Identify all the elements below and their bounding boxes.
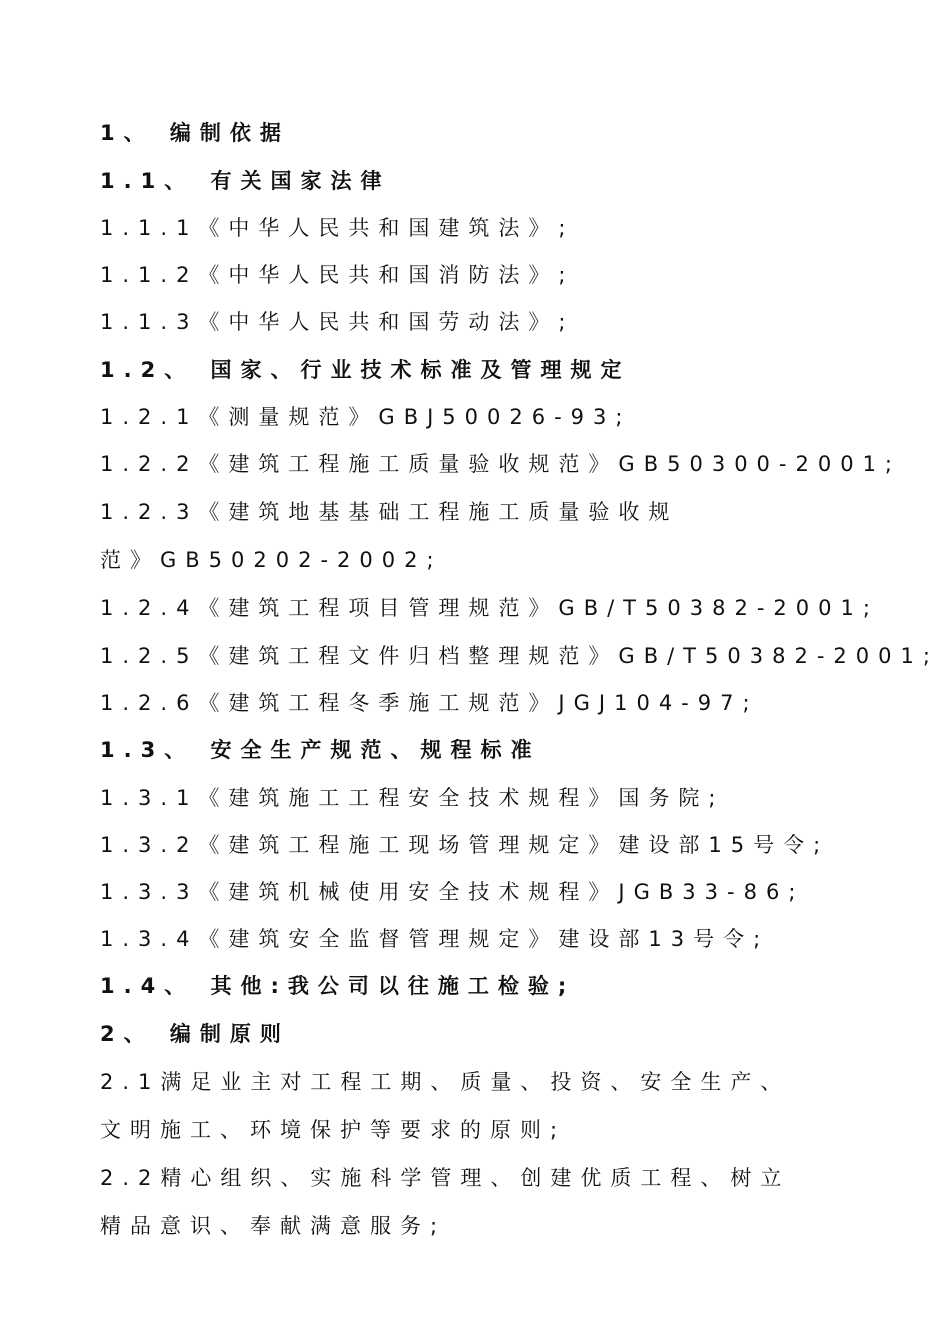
heading-1-1: 1.1、 有关国家法律 xyxy=(100,169,391,193)
heading-2: 2、 编制原则 xyxy=(100,1022,290,1046)
item-1-1-3: 1.1.3《中华人民共和国劳动法》; xyxy=(100,310,575,334)
item-1-3-3: 1.3.3《建筑机械使用安全技术规程》JGB33-86; xyxy=(100,880,805,904)
item-1-2-3-cont: 范》GB50202-2002; xyxy=(100,548,443,572)
item-2-1-cont: 文明施工、环境保护等要求的原则; xyxy=(100,1118,567,1142)
item-1-1-1: 1.1.1《中华人民共和国建筑法》; xyxy=(100,216,575,240)
item-1-3-2: 1.3.2《建筑工程施工现场管理规定》建设部15号令; xyxy=(100,833,830,857)
item-1-2-5: 1.2.5《建筑工程文件归档整理规范》GB/T50382-2001; xyxy=(100,644,939,668)
item-2-1: 2.1满足业主对工程工期、质量、投资、安全生产、 xyxy=(100,1070,791,1094)
item-1-3-4: 1.3.4《建筑安全监督管理规定》建设部13号令; xyxy=(100,927,770,951)
item-1-3-1: 1.3.1《建筑施工工程安全技术规程》国务院; xyxy=(100,786,725,810)
heading-1: 1、 编制依据 xyxy=(100,121,290,145)
item-1-2-2: 1.2.2《建筑工程施工质量验收规范》GB50300-2001; xyxy=(100,452,902,476)
item-2-2-cont: 精品意识、奉献满意服务; xyxy=(100,1214,447,1238)
heading-1-4: 1.4、 其他:我公司以往施工检验; xyxy=(100,974,576,998)
item-1-1-2: 1.1.2《中华人民共和国消防法》; xyxy=(100,263,575,287)
heading-1-3: 1.3、 安全生产规范、规程标准 xyxy=(100,738,541,762)
item-1-2-6: 1.2.6《建筑工程冬季施工规范》JGJ104-97; xyxy=(100,691,759,715)
heading-1-2: 1.2、 国家、行业技术标准及管理规定 xyxy=(100,358,631,382)
item-1-2-1: 1.2.1《测量规范》GBJ50026-93; xyxy=(100,405,632,429)
item-2-2: 2.2精心组织、实施科学管理、创建优质工程、树立 xyxy=(100,1166,791,1190)
item-1-2-3: 1.2.3《建筑地基基础工程施工质量验收规 xyxy=(100,500,679,524)
item-1-2-4: 1.2.4《建筑工程项目管理规范》GB/T50382-2001; xyxy=(100,596,879,620)
